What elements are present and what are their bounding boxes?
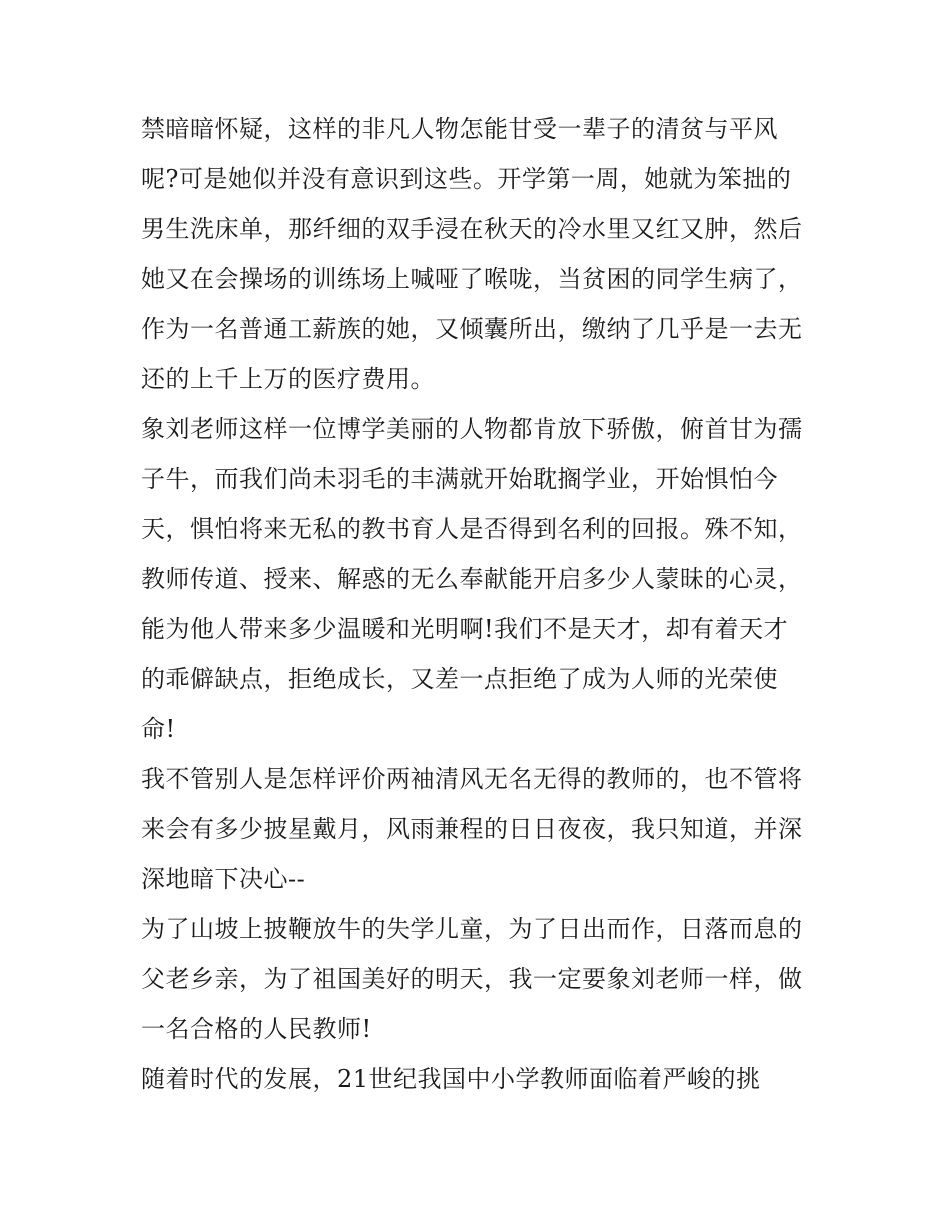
text-line: 天，惧怕将来无私的教书育人是否得到名利的回报。殊不知，	[141, 515, 803, 543]
text-line: 一名合格的人民教师!	[141, 1015, 372, 1043]
text-line: 来会有多少披星戴月，风雨兼程的日日夜夜，我只知道，并深	[141, 815, 803, 843]
text-line: 命!	[141, 715, 176, 743]
text-line: 呢?可是她似并没有意识到这些。开学第一周，她就为笨拙的	[141, 165, 792, 193]
text-line: 为了山坡上披鞭放牛的失学儿童，为了日出而作，日落而息的	[141, 915, 803, 943]
text-line: 我不管别人是怎样评价两袖清风无名无得的教师的，也不管将	[141, 765, 803, 793]
text-line: 象刘老师这样一位博学美丽的人物都肯放下骄傲，俯首甘为孺	[141, 415, 803, 443]
text-line: 能为他人带来多少温暖和光明啊!我们不是天才，却有着天才	[141, 615, 789, 643]
text-line: 她又在会操场的训练场上喊哑了喉咙，当贫困的同学生病了，	[141, 265, 803, 293]
text-line: 教师传道、授来、解惑的无么奉献能开启多少人蒙昧的心灵，	[141, 565, 803, 593]
text-line: 父老乡亲，为了祖国美好的明天，我一定要象刘老师一样，做	[141, 965, 803, 993]
text-line: 随着时代的发展，21世纪我国中小学教师面临着严峻的挑	[141, 1065, 761, 1093]
body-text	[141, 104, 821, 1104]
text-line: 男生洗床单，那纤细的双手浸在秋天的冷水里又红又肿，然后	[141, 215, 803, 243]
text-line: 还的上千上万的医疗费用。	[141, 365, 435, 393]
text-line: 作为一名普通工薪族的她，又倾囊所出，缴纳了几乎是一去无	[141, 315, 803, 343]
text-line: 深地暗下决心--	[141, 865, 306, 893]
text-line: 禁暗暗怀疑，这样的非凡人物怎能甘受一辈子的清贫与平风	[141, 115, 778, 143]
text-line: 子牛，而我们尚未羽毛的丰满就开始耽搁学业，开始惧怕今	[141, 465, 778, 493]
text-line: 的乖僻缺点，拒绝成长，又差一点拒绝了成为人师的光荣使	[141, 665, 778, 693]
